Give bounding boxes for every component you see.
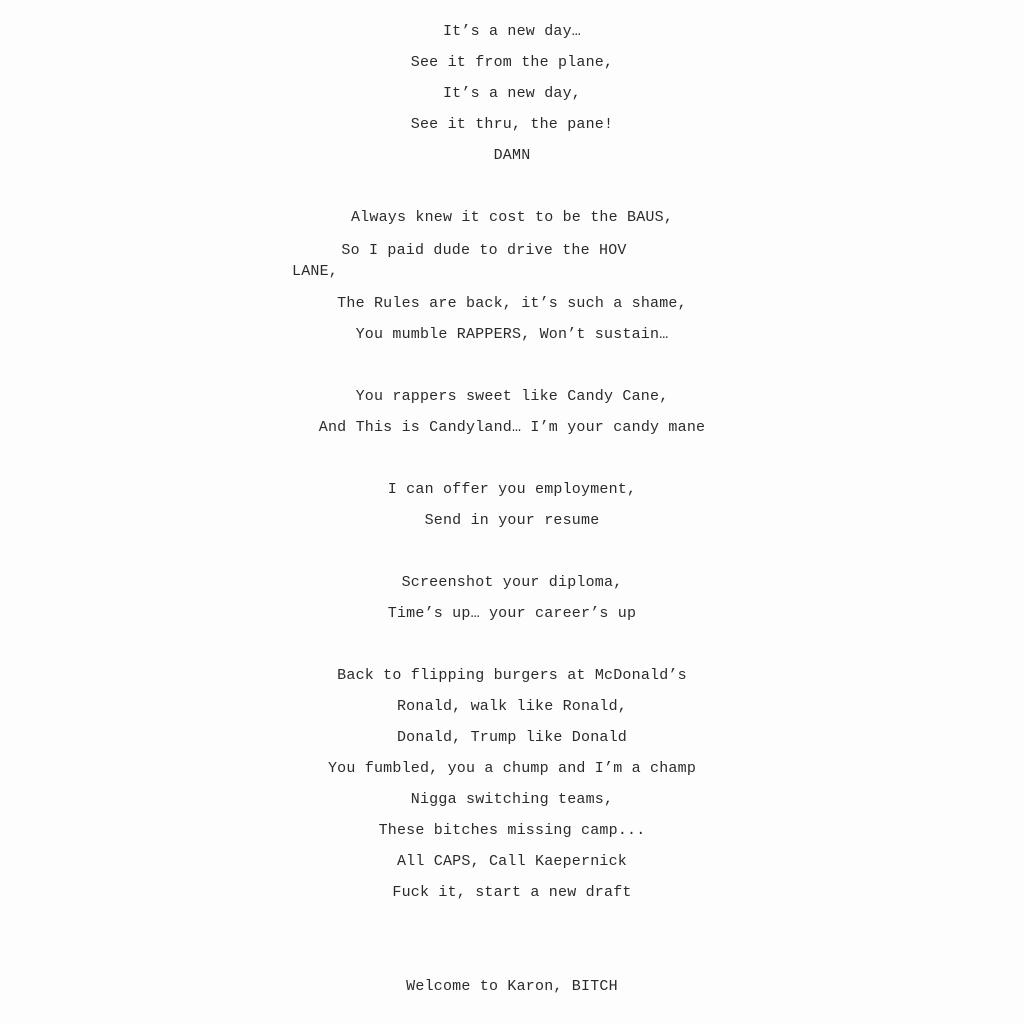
- lyric-line: All CAPS, Call Kaepernick: [396, 853, 628, 870]
- lyric-line: See it thru, the pane!: [410, 116, 614, 133]
- lyric-line: Welcome to Karon, BITCH: [406, 978, 618, 995]
- lyric-line: The Rules are back, it’s such a shame,: [337, 295, 687, 312]
- lyric-line: These bitches missing camp...: [378, 822, 646, 839]
- lyric-line: Send in your resume: [424, 512, 600, 529]
- lyric-line: It’s a new day,: [442, 85, 582, 102]
- lyric-line: DAMN: [493, 147, 531, 164]
- lyric-line: LANE,: [292, 263, 339, 280]
- lyric-line: Always knew it cost to be the BAUS,: [350, 209, 674, 226]
- lyric-line: Donald, Trump like Donald: [396, 729, 628, 746]
- lyric-line: Nigga switching teams,: [410, 791, 614, 808]
- lyric-line: See it from the plane,: [410, 54, 614, 71]
- lyric-line: You rappers sweet like Candy Cane,: [355, 388, 669, 405]
- lyric-line: So I paid dude to drive the HOV: [341, 242, 627, 259]
- lyric-line: You fumbled, you a chump and I’m a champ: [327, 760, 697, 777]
- lyric-line: Back to flipping burgers at McDonald’s: [337, 667, 687, 684]
- lyric-line: It’s a new day…: [442, 23, 582, 40]
- lyric-line: Ronald, walk like Ronald,: [396, 698, 628, 715]
- lyric-line: And This is Candyland… I’m your candy mane: [318, 419, 706, 436]
- lyric-line: Time’s up… your career’s up: [387, 605, 637, 622]
- lyric-line: Fuck it, start a new draft: [392, 884, 632, 901]
- lyric-line: Screenshot your diploma,: [401, 574, 623, 591]
- lyric-line: You mumble RAPPERS, Won’t sustain…: [355, 326, 669, 343]
- lyric-line: I can offer you employment,: [387, 481, 637, 498]
